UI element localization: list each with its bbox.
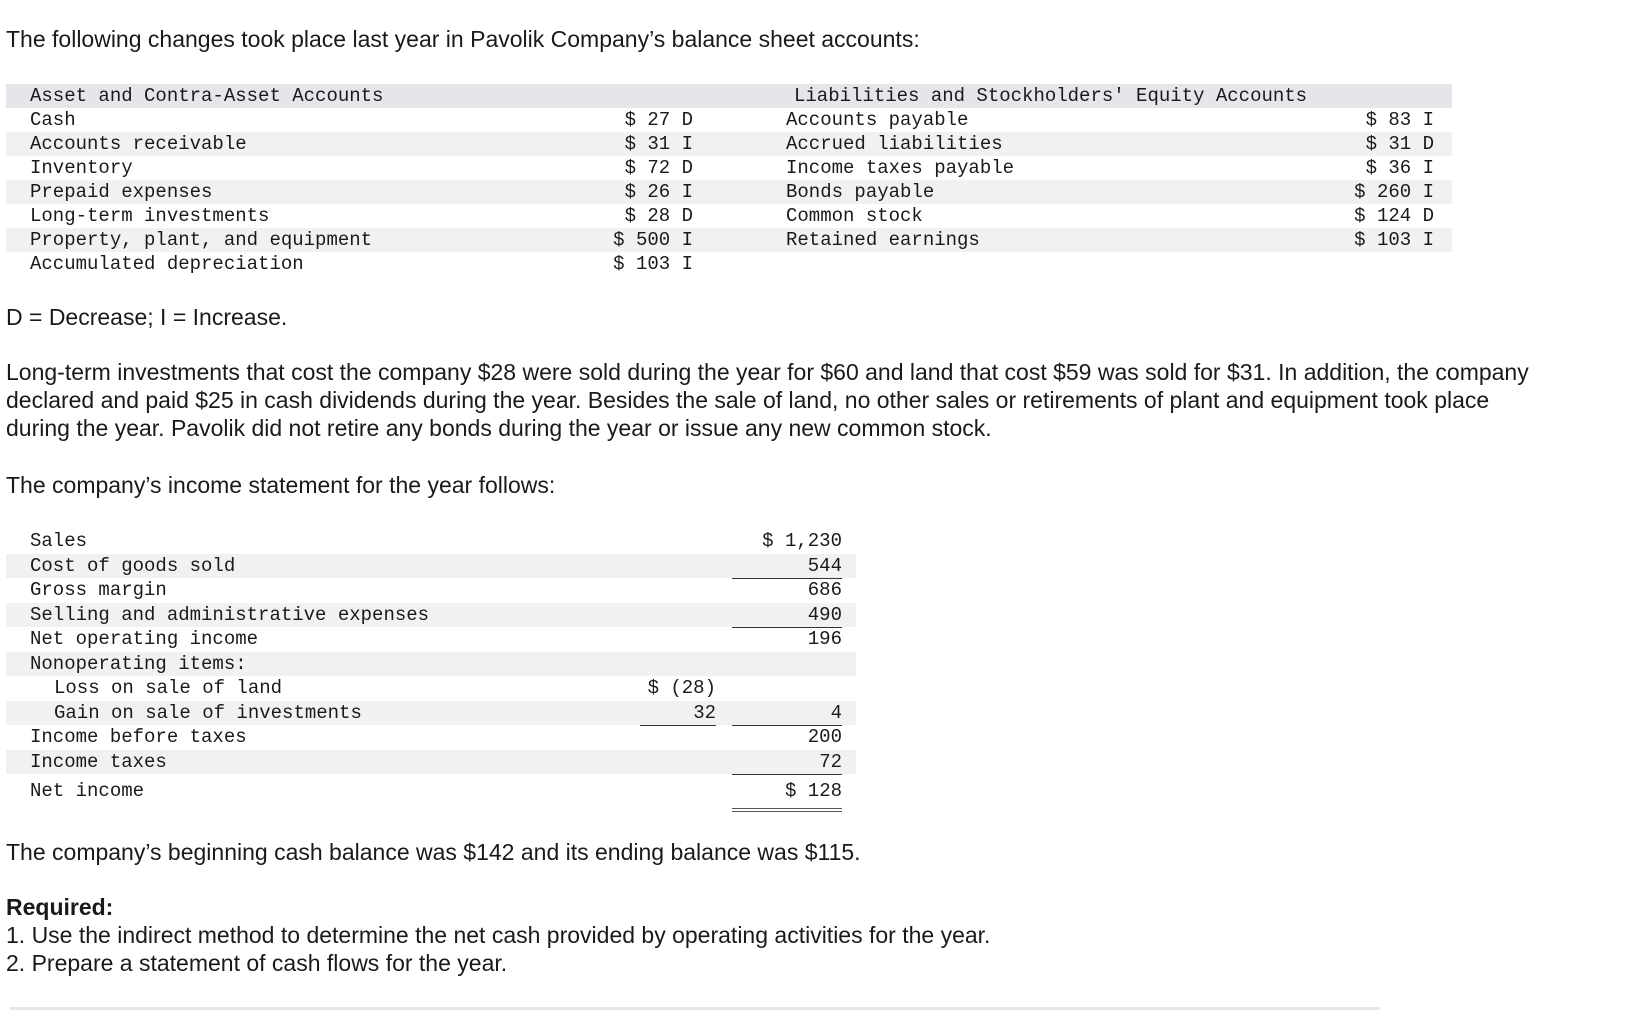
equity-label: Common stock bbox=[786, 205, 923, 227]
table-row bbox=[6, 228, 1452, 252]
income-statement-table bbox=[6, 529, 856, 808]
income-row-nonoperating-header bbox=[6, 652, 856, 677]
requirement-item: 2. Prepare a statement of cash flows for the year. bbox=[6, 950, 508, 976]
contra-asset-label: Accumulated depreciation bbox=[30, 253, 304, 275]
row-label: Income before taxes bbox=[30, 726, 247, 748]
income-row-net-income bbox=[6, 774, 856, 808]
left-column-header: Asset and Contra-Asset Accounts bbox=[30, 85, 384, 107]
row-amount: $ 1,230 bbox=[762, 530, 842, 552]
asset-change: $ 31 I bbox=[624, 133, 693, 155]
right-column-header: Liabilities and Stockholders' Equity Accounts bbox=[794, 85, 1308, 107]
equity-label: Retained earnings bbox=[786, 229, 980, 251]
divider bbox=[10, 1007, 1380, 1010]
income-row-income-before-taxes bbox=[6, 725, 856, 750]
row-label: Net income bbox=[30, 780, 145, 802]
row-label: Selling and administrative expenses bbox=[30, 603, 430, 626]
row-amount: 686 bbox=[807, 579, 842, 601]
row-label: Nonoperating items: bbox=[30, 652, 247, 675]
table-row bbox=[6, 156, 1452, 180]
equity-change: $ 124 D bbox=[1354, 205, 1434, 227]
row-label: Loss on sale of land bbox=[54, 677, 283, 699]
asset-change: $ 28 D bbox=[624, 205, 693, 227]
table-header-row bbox=[6, 84, 1452, 108]
intro-text: The following changes took place last year in Pavolik Company’s balance sheet accounts: bbox=[6, 26, 920, 52]
row-amount: 544 bbox=[732, 554, 842, 579]
liability-label: Bonds payable bbox=[786, 181, 935, 203]
income-row-gain-on-investments bbox=[6, 701, 856, 726]
asset-change: $ 72 D bbox=[624, 157, 693, 179]
row-amount: $ 128 bbox=[732, 774, 842, 812]
table-row bbox=[6, 108, 1452, 132]
asset-change: $ 26 I bbox=[624, 181, 693, 203]
row-label: Gross margin bbox=[30, 579, 167, 601]
asset-change: $ 27 D bbox=[624, 109, 693, 131]
cash-balance-note: The company’s beginning cash balance was $142 and its ending balance was $115. bbox=[6, 839, 861, 865]
row-label: Sales bbox=[30, 530, 88, 552]
row-amount: 196 bbox=[807, 628, 842, 650]
asset-label: Accounts receivable bbox=[30, 133, 247, 155]
table-row bbox=[6, 180, 1452, 204]
table-row bbox=[6, 132, 1452, 156]
liability-label: Accounts payable bbox=[786, 109, 969, 131]
liability-label: Accrued liabilities bbox=[786, 133, 1003, 155]
asset-label: Prepaid expenses bbox=[30, 181, 213, 203]
row-sub-amount: $ (28) bbox=[647, 677, 716, 699]
income-row-income-taxes bbox=[6, 750, 856, 775]
row-amount: 200 bbox=[807, 726, 842, 748]
income-row-sales bbox=[6, 529, 856, 554]
liability-change: $ 31 D bbox=[1365, 133, 1434, 155]
row-label: Cost of goods sold bbox=[30, 554, 236, 577]
liability-label: Income taxes payable bbox=[786, 157, 1015, 179]
liability-change: $ 260 I bbox=[1354, 181, 1434, 203]
row-amount: 72 bbox=[732, 750, 842, 775]
income-row-cogs bbox=[6, 554, 856, 579]
requirement-item: 1. Use the indirect method to determine the net cash provided by operating activities for the year. bbox=[6, 922, 991, 948]
row-amount: 4 bbox=[732, 701, 842, 726]
row-sub-amount: 32 bbox=[640, 701, 716, 726]
income-row-loss-on-land bbox=[6, 676, 856, 701]
table-row bbox=[6, 204, 1452, 228]
row-label: Income taxes bbox=[30, 750, 167, 773]
income-row-net-operating-income bbox=[6, 627, 856, 652]
row-label: Net operating income bbox=[30, 628, 259, 650]
income-statement-intro: The company’s income statement for the year follows: bbox=[6, 472, 556, 498]
income-row-selling-admin bbox=[6, 603, 856, 628]
equity-change: $ 103 I bbox=[1354, 229, 1434, 251]
legend-note: D = Decrease; I = Increase. bbox=[6, 304, 288, 330]
asset-label: Long-term investments bbox=[30, 205, 270, 227]
liability-change: $ 36 I bbox=[1365, 157, 1434, 179]
row-label: Gain on sale of investments bbox=[54, 701, 362, 724]
asset-label: Property, plant, and equipment bbox=[30, 229, 373, 251]
asset-label: Cash bbox=[30, 109, 76, 131]
liability-change: $ 83 I bbox=[1365, 109, 1434, 131]
table-row bbox=[6, 252, 1452, 276]
required-heading: Required: bbox=[6, 894, 114, 920]
contra-asset-change: $ 103 I bbox=[613, 253, 693, 275]
row-amount: 490 bbox=[732, 603, 842, 628]
asset-label: Inventory bbox=[30, 157, 133, 179]
balance-sheet-changes-table bbox=[6, 84, 1452, 276]
income-row-gross-margin bbox=[6, 578, 856, 603]
narrative-paragraph: Long-term investments that cost the company $28 were sold during the year for $60 and land that cost $59 was sold for $31. In addition, the company declared and paid $25 in cash dividends during the year. Besides the sale of land, no other sales or retirements of plant and equipment took place during the year. Pavolik did not retire any bonds during the year or issue any new common stock. bbox=[6, 359, 1529, 441]
asset-change: $ 500 I bbox=[613, 229, 693, 251]
